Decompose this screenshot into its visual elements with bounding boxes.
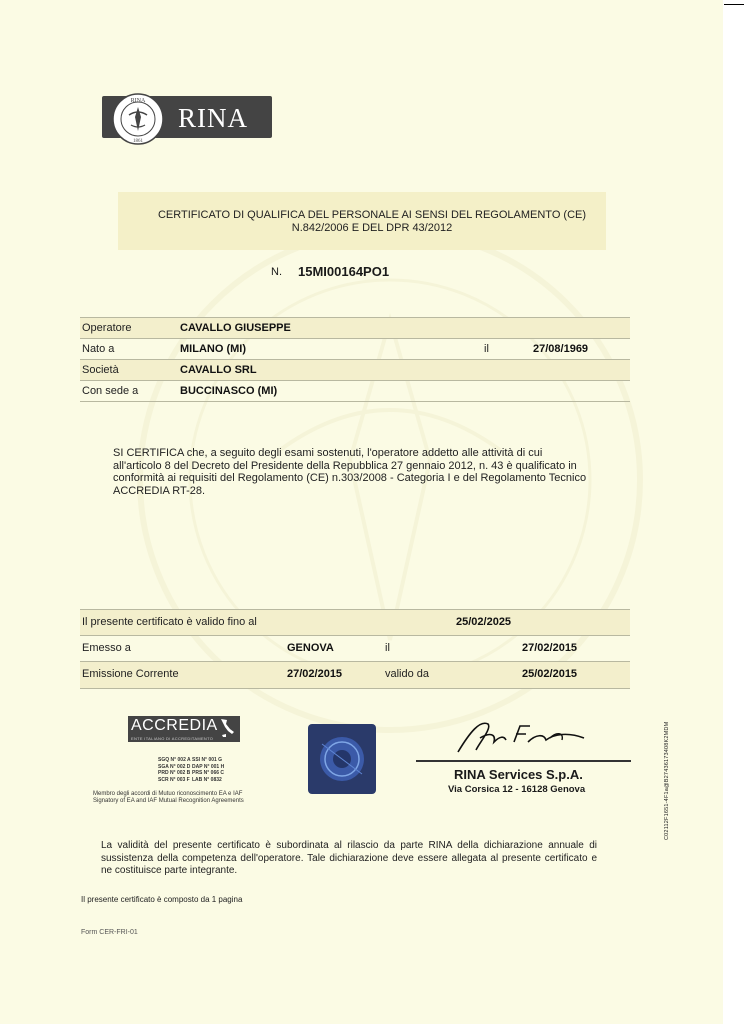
issuer-address: Via Corsica 12 - 16128 Genova (448, 784, 586, 795)
valid-until-value: 25/02/2025 (456, 616, 512, 628)
seal-year-text: 1861 (133, 139, 143, 144)
accredia-name: ACCREDIA (131, 717, 218, 734)
issuer-name: RINA Services S.p.A. (454, 767, 583, 782)
born-date-label: il (484, 343, 489, 355)
mutual-recognition-note (93, 791, 244, 805)
pages-note: Il presente certificato è composto da 1 pagina (81, 895, 243, 904)
accredia-code: DAP N° 001 H (192, 763, 225, 770)
issued-date-value: 27/02/2015 (522, 642, 578, 654)
seat-label: Con sede a (82, 385, 139, 397)
accredia-subtitle: ENTE ITALIANO DI ACCREDITAMENTO (131, 736, 214, 741)
seat-value: BUCCINASCO (MI) (180, 385, 278, 397)
rina-seal-icon (112, 93, 164, 145)
accredia-codes-left (158, 757, 191, 783)
scan-edge-mark (724, 4, 744, 5)
current-issue-date: 27/02/2015 (287, 668, 343, 680)
operator-value: CAVALLO GIUSEPPE (180, 322, 291, 334)
row-seat (80, 380, 630, 402)
accredia-code: PRS N° 066 C (192, 770, 225, 776)
valid-from-value: 25/02/2015 (522, 668, 578, 680)
title-line-1: CERTIFICATO DI QUALIFICA DEL PERSONALE AI SENSI DEL REGOLAMENTO (CE) (157, 209, 587, 221)
company-label: Società (82, 364, 119, 376)
current-issue-label: Emissione Corrente (82, 668, 179, 680)
logo-brand-text: RINA (178, 103, 248, 133)
operator-label: Operatore (82, 322, 132, 334)
side-verification-code: C02112F1651-4F1a@B27436173408K2MDM (664, 721, 670, 840)
born-date-value: 27/08/1969 (533, 343, 589, 355)
accredia-code: LAB N° 0832 (192, 776, 222, 783)
certificate-number: 15MI00164PO1 (298, 264, 390, 279)
valid-from-label: valido da (385, 668, 430, 680)
title-line-2: N.842/2006 E DEL DPR 43/2012 (291, 222, 453, 234)
mutual-recognition-it: Membro degli accordi di Mutuo riconoscimento EA e IAF (93, 791, 243, 797)
seal-top-text: RINA (130, 98, 146, 104)
signature-line (416, 760, 631, 762)
signature-icon (450, 712, 600, 760)
italy-map-icon (218, 718, 236, 740)
accredia-code: SGQ N° 002 A (158, 757, 191, 763)
valid-until-label: Il presente certificato è valido fino al (82, 616, 257, 628)
issued-label: Emesso a (82, 642, 131, 654)
issued-place-value: GENOVA (287, 642, 334, 654)
accredia-code: SGA N° 002 D (158, 763, 191, 770)
row-company (80, 359, 630, 380)
mutual-recognition-en: Signatory of EA and IAF Mutual Recognition Agreements (93, 798, 244, 804)
accredia-code: SCR N° 003 F (158, 776, 190, 783)
certificate-number-label: N. (271, 266, 282, 278)
form-code: Form CER-FRI-01 (81, 929, 138, 936)
validity-conditions: La validità del presente certificato è subordinata al rilascio da parte RINA della dichiarazione annuale di sussistenza della competenza dell'operatore. Tale dichiarazione deve essere allegata al presente certificato e ne costituisce parte integrante. (101, 840, 597, 876)
accredia-code: SSI N° 001 G (192, 757, 223, 763)
born-label: Nato a (82, 343, 115, 355)
born-place-value: MILANO (MI) (180, 343, 246, 355)
accredia-codes-right (192, 757, 224, 783)
title-band (118, 192, 606, 250)
row-operator (80, 317, 630, 338)
issued-date-label: il (385, 642, 390, 654)
certification-statement: SI CERTIFICA che, a seguito degli esami sostenuti, l'operatore addetto alle attività di cui all'articolo 8 del Decreto del Presidente della Repubblica 27 gennaio 2012, n. 43 è qualificato in conformità ai requisiti del Regolamento (CE) n.303/2008 - Categoria I e del Regolamento Tecnico ACCREDIA RT-28. (113, 447, 587, 497)
company-value: CAVALLO SRL (180, 364, 257, 376)
accredia-code: PRD N° 002 B (158, 770, 191, 776)
hologram-seal-icon (308, 724, 376, 794)
scan-edge (723, 0, 744, 1024)
